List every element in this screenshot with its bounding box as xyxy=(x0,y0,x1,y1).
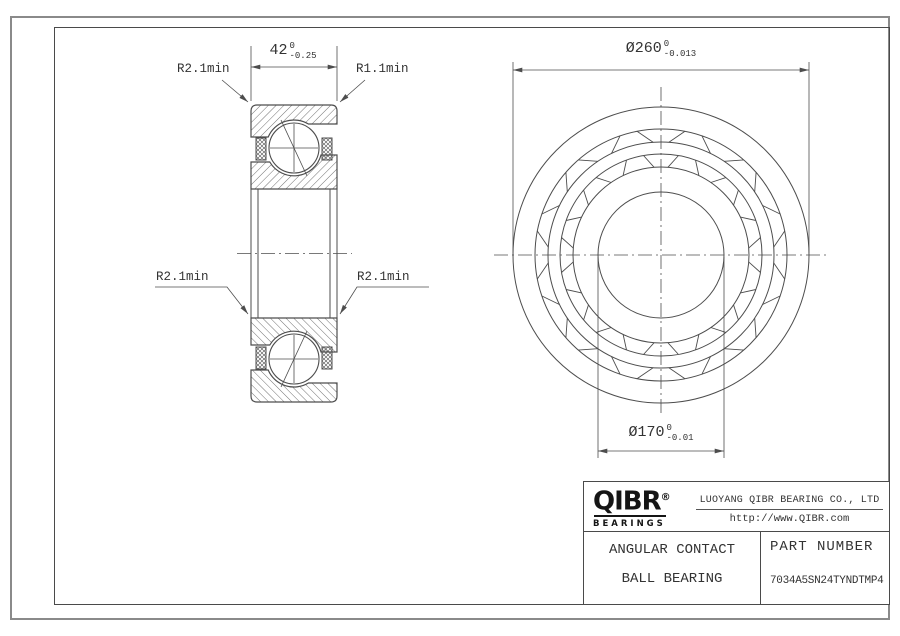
od-value: Ø260 xyxy=(625,40,662,57)
od-tol-upper: 0 xyxy=(663,39,670,49)
product-line2: BALL BEARING xyxy=(621,571,723,587)
title-block-header-row xyxy=(584,482,889,532)
product-line1: ANGULAR CONTACT xyxy=(608,542,736,558)
company-logo xyxy=(584,482,690,531)
width-tol-lower: -0.25 xyxy=(289,50,317,61)
company-website: http://www.QIBR.com xyxy=(729,513,850,525)
radius-label-mid-left: R2.1min xyxy=(156,270,209,284)
company-name: LUOYANG QIBR BEARING CO., LTD xyxy=(696,495,884,510)
width-dimension xyxy=(269,42,316,61)
radius-label-top-left: R2.1min xyxy=(177,62,230,76)
logo-subtext: BEARINGS xyxy=(593,518,666,529)
bore-tol-lower: -0.01 xyxy=(666,432,694,443)
width-tol-upper: 0 xyxy=(289,41,295,51)
radius-label-mid-right: R2.1min xyxy=(357,270,410,284)
od-tol-lower: -0.013 xyxy=(663,48,697,59)
title-block xyxy=(583,481,890,605)
cross-section-view xyxy=(155,46,429,402)
logo-wordmark xyxy=(593,485,690,515)
bore-value: Ø170 xyxy=(628,424,665,441)
company-info xyxy=(690,482,889,531)
part-number-label: PART NUMBER xyxy=(770,539,874,555)
od-dimension xyxy=(626,40,696,59)
radius-label-top-right: R1.1min xyxy=(356,62,409,76)
width-value: 42 xyxy=(269,42,288,59)
part-number-cell xyxy=(761,532,889,604)
section-bottom-half xyxy=(251,318,337,402)
section-top-half xyxy=(251,105,337,189)
product-name-cell xyxy=(584,532,761,604)
registered-mark: ® xyxy=(660,492,670,503)
title-block-detail-row xyxy=(584,532,889,604)
logo-text: QIBR xyxy=(593,486,661,517)
bore-dimension xyxy=(628,424,693,443)
front-view xyxy=(494,62,828,458)
part-number-value: 7034A5SN24TYNDTMP4 xyxy=(770,575,884,587)
bore-tol-upper: 0 xyxy=(666,423,672,433)
